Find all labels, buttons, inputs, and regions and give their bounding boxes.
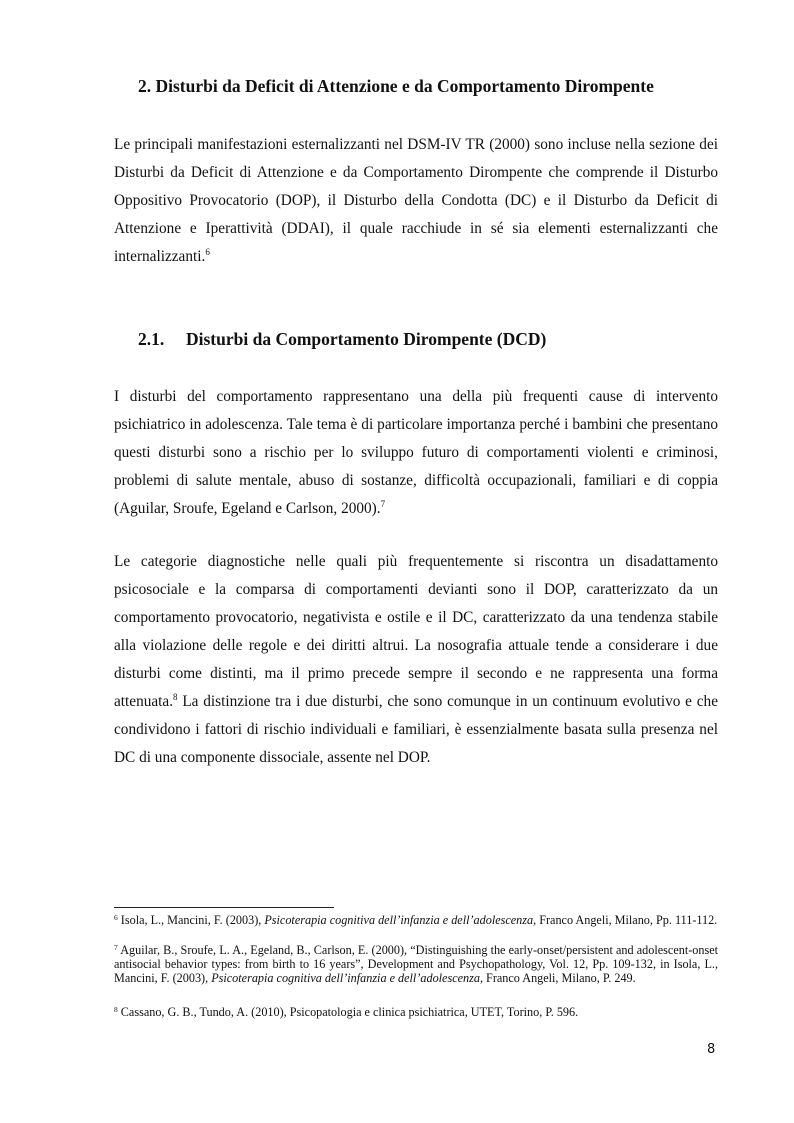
footnote-text: Isola, L., Mancini, F. (2003), xyxy=(117,913,265,927)
footnote-text-end: , Franco Angeli, Milano, P. 249. xyxy=(479,971,636,986)
section-paragraph xyxy=(114,131,718,271)
footnote-ref-6[interactable]: 6 xyxy=(205,247,210,257)
footnote-separator xyxy=(114,907,334,908)
footnote-ref-7[interactable]: 7 xyxy=(380,499,386,509)
footnote-mark: 7 xyxy=(114,943,118,952)
paragraph-text-continued: La distinzione tra i due disturbi, che sono comunque in un continuum evolutivo e che condividono i fattori di rischio individuali e familiari, è essenzialmente basata sulla presenza nel DC di una componente dissociale, assente nel DOP. xyxy=(114,693,718,766)
footnote-text: Aguilar, B., Sroufe, L. A., Egeland, B., Carlson, E. (2000), “Distinguishing the early-onset/persistent and adolescent-onset antisocial behavior types: from birth to 16 years”, Development and Psychopathology, Vol. 12, Pp. 109-132, in Isola, L., Mancini, F. (2003), xyxy=(114,943,718,986)
paragraph-text: I disturbi del comportamento rappresentano una della più frequenti cause di intervento psichiatrico in adolescenza. Tale tema è di particolare importanza perché i bambini che presentano questi disturbi sono a rischio per lo sviluppo futuro di comportamenti violenti e criminosi, problemi di salute mentale, abuso di sostanze, difficoltà occupazionali, familiari e di coppia (Aguilar, Sroufe, Egeland e Carlson, 2000). xyxy=(114,388,718,517)
footnote-text: Cassano, G. B., Tundo, A. (2010), Psicopatologia e clinica psichiatrica, UTET, Torino, P. 596. xyxy=(117,1005,579,1019)
footnote-8 xyxy=(114,1005,718,1019)
footnote-title: Psicoterapia cognitiva dell’infanzia e dell’adolescenza xyxy=(264,913,534,927)
subsection-number: 2.1. xyxy=(138,329,165,349)
footnote-title: Psicoterapia cognitiva dell’infanzia e dell’adolescenza xyxy=(211,971,480,986)
paragraph-text: Le principali manifestazioni esternalizzanti nel DSM-IV TR (2000) sono incluse nella sezione dei Disturbi da Deficit di Attenzione e da Comportamento Dirompente che comprende il Disturbo Oppositivo Provocatorio (DOP), il Disturbo della Condotta (DC) e il Disturbo da Deficit di Attenzione e Iperattività (DDAI), il quale racchiude in sé sia elementi esternalizzanti che internalizzanti. xyxy=(114,136,718,265)
subsection-paragraph-2 xyxy=(114,548,718,772)
paragraph-text: Le categorie diagnostiche nelle quali più frequentemente si riscontra un disadattamento psicosociale e la comparsa di comportamenti devianti sono il DOP, caratterizzato da un comportamento provocatorio, negativista e ostile e il DC, caratterizzato da una tendenza stabile alla violazione delle regole e dei diritti altrui. La nosografia attuale tende a considerare i due disturbi come distinti, ma il primo precede sempre il secondo e ne rappresenta una forma attenuata. xyxy=(114,553,718,710)
footnote-mark: 8 xyxy=(114,1005,118,1014)
page-number: 8 xyxy=(707,1042,716,1057)
subsection-title: Disturbi da Comportamento Dirompente (DCD) xyxy=(186,329,547,349)
section-heading: 2. Disturbi da Deficit di Attenzione e da Comportamento Dirompente xyxy=(138,76,654,96)
subsection-heading xyxy=(138,329,546,350)
footnote-mark: 6 xyxy=(114,913,118,922)
footnote-ref-8[interactable]: 8 xyxy=(173,692,178,702)
footnote-7 xyxy=(114,943,718,986)
subsection-paragraph-1 xyxy=(114,383,718,523)
footnote-6 xyxy=(114,913,718,927)
footnote-text-end: , Franco Angeli, Milano, Pp. 111-112. xyxy=(533,913,718,927)
